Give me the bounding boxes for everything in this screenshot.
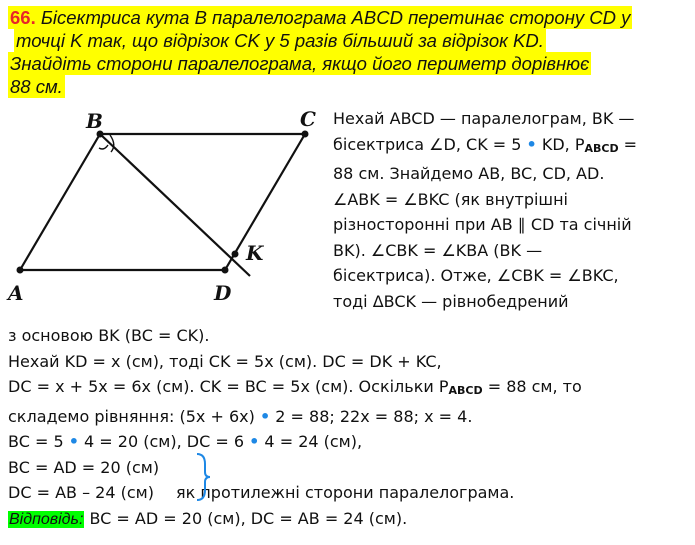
solution-line: бісектриса ∠D, CK = 5 • KD, $P_{ABCD}$ = [333, 134, 638, 155]
solution-line: різносторонні при AB ∥ CD та січній [333, 215, 632, 234]
solution-line: 88 см. Знайдемо AB, BC, CD, AD. [333, 164, 605, 183]
multiply-dot: • [526, 134, 537, 154]
solution-full-width [8, 323, 582, 532]
solution-line: Нехай ABCD — паралелограм, ВK — [333, 109, 635, 128]
solution-line: з основою BK (BC = CK). [8, 326, 210, 345]
solution-right-column [333, 106, 637, 314]
vertex-label-b: B [86, 109, 103, 133]
solution-line: BC = 5 • 4 = 20 (см), DC = 6 • 4 = 24 (см), [8, 432, 363, 451]
multiply-dot: • [68, 432, 79, 451]
curly-brace-icon [193, 452, 213, 502]
solution-line: ∠ABK = ∠BKC (як внутрішні [333, 189, 568, 209]
solution-line: DC = AB – 24 (см) як протилежні сторони паралелограма. [8, 483, 515, 502]
point-label-k: K [246, 241, 264, 265]
solution-line: складемо рівняння: (5x + 6x) • 2 = 88; 22x = 88; x = 4. [8, 406, 473, 426]
problem-line-4: 88 см. [10, 76, 63, 97]
problem-number: 66. [10, 7, 36, 28]
multiply-dot: • [249, 432, 260, 451]
solution-line: BC = AD = 20 (см) [8, 457, 160, 477]
multiply-dot: • [259, 406, 271, 426]
parallelogram-figure [0, 104, 330, 314]
problem-line-1: 66. Бісектриса кута B паралелограма ABCD перетинає сторону CD у [10, 7, 631, 28]
vertex-label-a: A [8, 281, 24, 305]
solution-line: BK). ∠CBK = ∠KBA (BK — [333, 240, 543, 260]
answer-line: Відповідь: BC = AD = 20 (см), DC = AB = 24 (см). [9, 508, 408, 528]
vertex-label-c: C [300, 107, 316, 131]
answer-label: Відповідь: [9, 510, 84, 528]
problem-line-2: точці K так, що відрізок CK у 5 разів більший за відрізок KD. [16, 30, 544, 51]
solution-line: бісектриса). Отже, ∠CBK = ∠BKC, [333, 266, 619, 285]
problem-line-3: Знайдіть сторони паралелограма, якщо його периметр дорівнює [10, 53, 590, 74]
problem-statement [8, 6, 688, 98]
solution-line: DC = x + 5x = 6x (см). CK = BC = 5x (см). Оскільки $P_{ABCD} = 88$ см, то [8, 377, 582, 397]
vertex-label-d: D [214, 281, 232, 305]
solution-line: тоді ΔBCK — рівнобедрений [333, 291, 569, 311]
solution-line: Нехай KD = x (см), тоді CK = 5x (см). DC = DK + KC, [8, 351, 442, 371]
